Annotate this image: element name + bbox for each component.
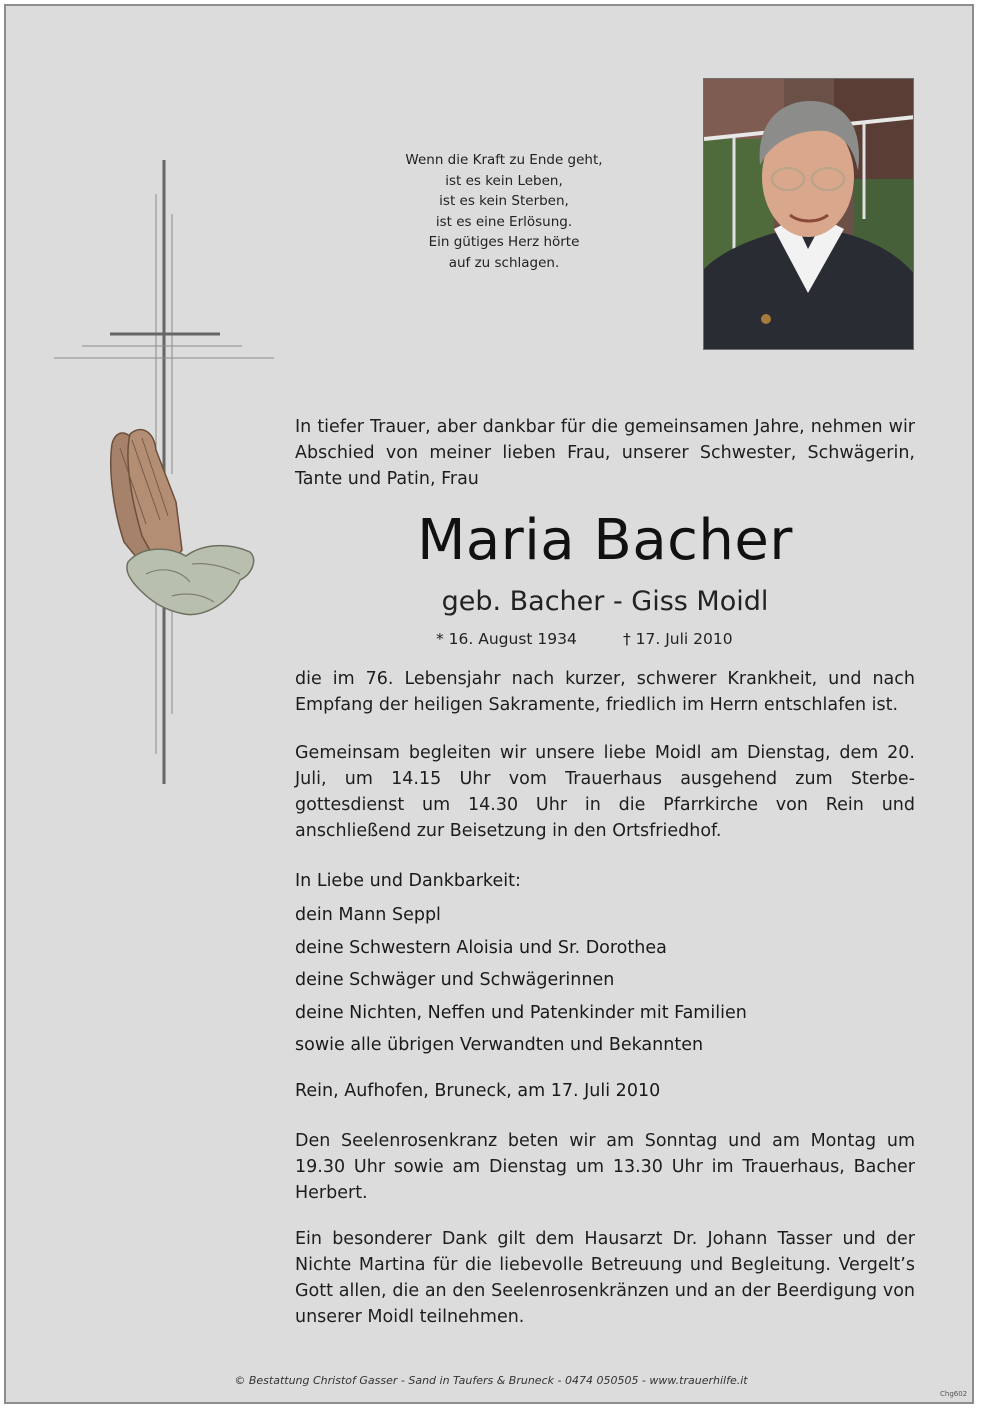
footer-credit: © Bestattung Christof Gasser - Sand in Taufers & Bruneck - 0474 050505 - www.trauerhilfe.it bbox=[234, 1374, 748, 1387]
verse-line: auf zu schlagen. bbox=[448, 254, 560, 271]
obituary-card bbox=[4, 4, 974, 1404]
birth-date: * 16. August 1934 bbox=[436, 630, 577, 648]
verse-line: ist es kein Sterben, bbox=[439, 193, 569, 209]
mourners-list bbox=[295, 902, 747, 1065]
verse-line: ist es kein Leben, bbox=[445, 172, 563, 189]
birth-name: geb. Bacher - Giss Moidl bbox=[441, 586, 769, 617]
memorial-verse bbox=[384, 150, 624, 273]
list-item: deine Schwestern Aloisia und Sr. Dorothea bbox=[295, 937, 667, 958]
life-dates bbox=[436, 628, 776, 650]
death-date: † 17. Juli 2010 bbox=[622, 630, 733, 648]
mourners-label: In Liebe und Dankbarkeit: bbox=[295, 871, 521, 891]
passing-paragraph: die im 76. Lebensjahr nach kurzer, schwerer Krankheit, und nach Empfang der heiligen Sakramente, friedlich im Herrn entschlafen ist. bbox=[295, 669, 915, 715]
place-date: Rein, Aufhofen, Bruneck, am 17. Juli 2010 bbox=[295, 1081, 661, 1101]
verse-line: ist es eine Erlösung. bbox=[435, 213, 573, 230]
verse-line: Ein gütiges Herz hörte bbox=[428, 234, 580, 250]
deceased-name: Maria Bacher bbox=[417, 508, 793, 573]
list-item: deine Nichten, Neffen und Patenkinder mit Familien bbox=[295, 1002, 747, 1023]
intro-paragraph: In tiefer Trauer, aber dankbar für die gemeinsamen Jahre, nehmen wir Abschied von meiner lieben Frau, unserer Schwester, Schwägerin, Tante und Patin, Frau bbox=[295, 417, 915, 489]
rosary-paragraph: Den Seelenrosenkranz beten wir am Sonntag und am Montag um 19.30 Uhr sowie am Dienstag um 13.30 Uhr im Trauerhaus, Bacher Herbert. bbox=[295, 1131, 915, 1203]
praying-hands-icon bbox=[102, 424, 258, 620]
portrait-photo bbox=[703, 78, 914, 350]
thanks-paragraph: Ein besonderer Dank gilt dem Hausarzt Dr. Johann Tasser und der Nichte Martina für die liebevolle Betreuung und Begleitung. Vergelt’s Gott allen, die an den Seelenrosenkränzen und an der Beerdigung von unserer Moidl teilnehmen. bbox=[295, 1229, 915, 1327]
verse-line: Wenn die Kraft zu Ende geht, bbox=[405, 152, 603, 168]
list-item: deine Schwäger und Schwägerinnen bbox=[295, 970, 615, 990]
list-item: dein Mann Seppl bbox=[295, 905, 441, 925]
list-item: sowie alle übrigen Verwandten und Bekannten bbox=[295, 1035, 704, 1055]
template-code: Chg602 bbox=[940, 1390, 968, 1398]
funeral-paragraph: Gemeinsam begleiten wir unsere liebe Moidl am Dienstag, dem 20. Juli, um 14.15 Uhr vom Trauerhaus ausgehend zum Sterbegottesdienst um 14.30 Uhr in die Pfarrkirche von Rein und anschließend zur Beisetzung in den Ortsfriedhof. bbox=[295, 743, 915, 841]
